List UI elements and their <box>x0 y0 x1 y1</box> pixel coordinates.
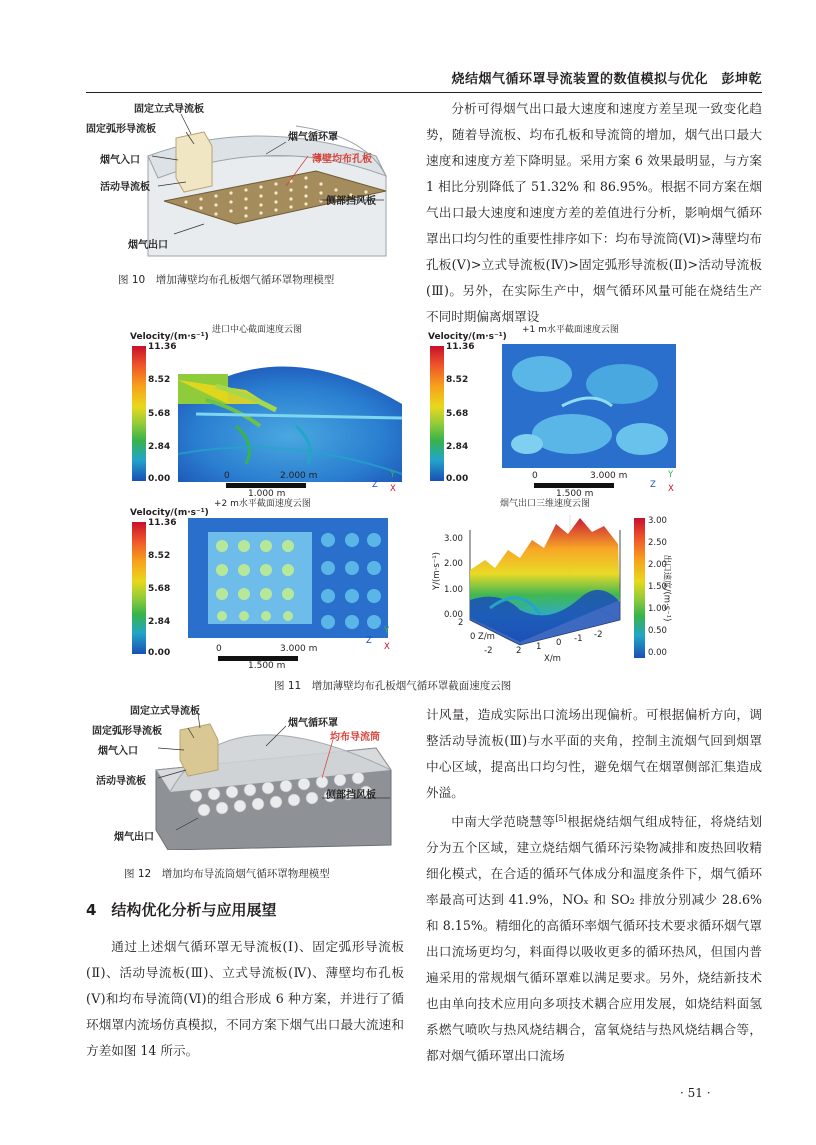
label-side-wall: 侧部挡风板 <box>326 790 376 801</box>
axis-indicator: Z <box>372 480 378 490</box>
inlet-section-contour <box>176 334 406 484</box>
z-tick: 0.00 <box>444 610 463 620</box>
page-number: · 51 · <box>680 1086 711 1100</box>
plus1m-contour <box>502 344 676 468</box>
paragraph: 计风量，造成实际出口流场出现偏析。可根据偏析方向，调整活动导流板(Ⅲ)与水平面的夹角，控制主流烟气回到烟罩中心区域，提高出口均匀性，避免烟气在烟罩侧部汇集造成外溢。 <box>426 707 762 800</box>
text-run: 根据烧结烟气组成特征，将烧结划分为五个区域，建立烧结烟气循环污染物减排和废热回收精细化模式，在合适的循环气体成分和温度条件下，烟气循环率最高可达到 41.9%，NOₓ 和 SO₂ 排放分别减少 28.6% 和 8.15%。精细化的高循环率烟气循环技术要求循环烟气罩出口流场更均匀，料面得以吸收更多的循环热风，但国内普遍采用的常规烟气循环罩难以满足要求。另外，烧结新技术也由单向技术应用向多项技术耦合应用发展，如烧结料面氢系燃气喷吹与热风烧结耦合，富氧烧结与热风烧结耦合等，都对烟气循环罩出口流场 <box>426 814 763 1064</box>
axis-indicator: X <box>384 642 390 652</box>
right-bottom-text <box>426 702 762 1069</box>
scale-bar <box>226 483 306 488</box>
colorbar-tick: 1.00 <box>648 604 667 614</box>
axis-indicator: X <box>390 484 396 494</box>
colorbar-title: Velocity/(m·s⁻¹) <box>428 332 507 342</box>
colorbar-tick: 0.00 <box>148 474 171 484</box>
colorbar-tick: 0.00 <box>446 474 469 484</box>
colorbar-tick: 11.36 <box>148 518 177 528</box>
axis-indicator: Y <box>384 626 390 636</box>
z-tick: 2.00 <box>444 559 463 569</box>
outlet-velocity-colorbar <box>634 518 645 658</box>
scale-label: 2.000 m <box>280 471 318 481</box>
z-tick: 1.00 <box>444 585 463 595</box>
running-title: 烧结烟气循环罩导流装置的数值模拟与优化 彭坤乾 <box>451 72 762 87</box>
label-fixed-arc: 固定弧形导流板 <box>86 124 156 135</box>
scale-label: 3.000 m <box>280 644 318 654</box>
axis-indicator: Y <box>668 470 674 480</box>
header-rule <box>86 92 762 93</box>
x-axis-tick: -2 <box>594 630 603 640</box>
panel-title: 烟气出口三维速度云图 <box>500 499 591 509</box>
z-tick: 3.00 <box>444 534 463 544</box>
colorbar-tick: 5.68 <box>148 584 171 594</box>
label-outlet: 烟气出口 <box>128 240 168 251</box>
velocity-colorbar <box>132 522 146 654</box>
x-axis-tick: 0 <box>556 638 562 648</box>
fig11-panel-inlet-section <box>126 322 406 502</box>
colorbar-tick: 2.00 <box>648 560 667 570</box>
colorbar-tick: 8.52 <box>446 375 469 385</box>
scale-label: 0 <box>224 471 230 481</box>
colorbar-tick: 0.50 <box>648 626 667 636</box>
panel-title: +2 m水平截面速度云图 <box>214 499 311 509</box>
colorbar-tick: 2.50 <box>648 538 667 548</box>
colorbar-title: Velocity/(m·s⁻¹) <box>130 508 209 518</box>
label-perforated-plate: 薄壁均布孔板 <box>312 154 372 165</box>
colorbar-label: 出口速度/(m·s⁻¹) <box>661 554 672 622</box>
velocity-colorbar <box>132 346 146 481</box>
figure-12-caption: 图 12 增加均布导流筒烟气循环罩物理模型 <box>124 868 330 880</box>
colorbar-title: Velocity/(m·s⁻¹) <box>130 332 209 342</box>
z-axis-tick: 0 <box>470 632 476 642</box>
section-4-title: 4 结构优化分析与应用展望 <box>86 901 277 919</box>
axis-indicator: X <box>668 484 674 494</box>
label-outlet: 烟气出口 <box>114 832 154 843</box>
panel-title: 进口中心截面速度云图 <box>212 325 303 335</box>
x-axis-label: X/m <box>544 654 561 664</box>
colorbar-tick: 2.84 <box>446 442 469 452</box>
right-top-text <box>426 96 762 330</box>
scale-bar <box>534 483 614 488</box>
plus2m-contour <box>188 518 388 638</box>
colorbar-tick: 8.52 <box>148 551 171 561</box>
label-fixed-vertical: 固定立式导流板 <box>134 104 204 115</box>
label-tubes: 均布导流筒 <box>330 732 380 743</box>
colorbar-tick: 2.84 <box>148 617 171 627</box>
velocity-colorbar <box>430 346 444 481</box>
colorbar-tick: 2.84 <box>148 442 171 452</box>
label-fixed-vertical: 固定立式导流板 <box>130 706 200 717</box>
label-inlet: 烟气入口 <box>98 746 138 757</box>
label-side-wall: 侧部挡风板 <box>326 196 376 207</box>
figure-11-caption: 图 11 增加薄壁均布孔板烟气循环罩截面速度云图 <box>274 680 512 692</box>
label-movable: 活动导流板 <box>100 182 150 193</box>
colorbar-tick: 0.00 <box>648 648 667 658</box>
scale-label: 1.500 m <box>248 661 286 671</box>
paragraph <box>426 806 762 1069</box>
colorbar-tick: 11.36 <box>148 342 177 352</box>
z-axis-tick: 2 <box>458 618 464 628</box>
paragraph: 分析可得烟气出口最大速度和速度方差呈现一致变化趋势，随着导流板、均布孔板和导流筒的增加，烟气出口最大速度和速度方差下降明显。采用方案 6 效果最明显，与方案 1 相比分别降低了 51.32% 和 86.95%。根据不同方案在烟气出口最大速度和速度方差的差值进行分析，影响烟气循环罩出口均匀性的重要性排序如下：均布导流筒(Ⅵ)>薄壁均布孔板(Ⅴ)>立式导流板(Ⅳ)>固定弧形导流板(Ⅱ)>活动导流板(Ⅲ)。另外，在实际生产中，烟气循环风量可能在烧结生产不同时期偏离烟罩设 <box>426 101 762 324</box>
scale-label: 1.500 m <box>556 489 594 499</box>
paragraph: 通过上述烟气循环罩无导流板(Ⅰ)、固定弧形导流板(Ⅱ)、活动导流板(Ⅲ)、立式导流板(Ⅳ)、薄壁均布孔板(Ⅴ)和均布导流筒(Ⅵ)的组合形成 6 种方案，并进行了循环烟罩内流场仿真模拟，不同方案下烟气出口最大流速和方差如图 14 所示。 <box>86 939 404 1058</box>
text-run: 中南大学范晓慧等 <box>451 814 556 830</box>
x-axis-tick: -1 <box>574 634 583 644</box>
axis-indicator: Z <box>650 480 656 490</box>
scale-label: 3.000 m <box>590 471 628 481</box>
x-axis-tick: 1 <box>536 642 542 652</box>
axis-indicator: Z <box>366 636 372 646</box>
z-axis-label: Z/m <box>478 632 495 642</box>
scale-label: 0 <box>532 471 538 481</box>
fig11-panel-plus2m <box>126 496 406 671</box>
label-fixed-arc: 固定弧形导流板 <box>92 726 162 737</box>
figure-12 <box>86 700 416 850</box>
label-hood: 烟气循环罩 <box>288 718 338 729</box>
colorbar-tick: 5.68 <box>446 409 469 419</box>
label-hood: 烟气循环罩 <box>288 132 338 143</box>
colorbar-tick: 8.52 <box>148 375 171 385</box>
label-movable: 活动导流板 <box>96 776 146 787</box>
figure-10 <box>86 96 416 296</box>
colorbar-tick: 3.00 <box>648 516 667 526</box>
colorbar-tick: 11.36 <box>446 342 475 352</box>
scale-label: 0 <box>216 644 222 654</box>
colorbar-tick: 0.00 <box>148 648 171 658</box>
colorbar-tick: 5.68 <box>148 409 171 419</box>
section-4-text <box>86 934 404 1064</box>
axis-indicator: Y <box>390 470 396 480</box>
z-axis-tick: -2 <box>484 646 493 656</box>
colorbar-tick: 1.50 <box>648 582 667 592</box>
y-axis-label: Y/(m·s⁻¹) <box>432 552 442 590</box>
fig11-panel-outlet-3d <box>426 496 692 676</box>
panel-title: +1 m水平截面速度云图 <box>522 325 619 335</box>
figure-10-caption: 图 10 增加薄壁均布孔板烟气循环罩物理模型 <box>118 274 335 286</box>
label-inlet: 烟气入口 <box>100 155 140 166</box>
x-axis-tick: 2 <box>516 646 522 656</box>
scale-label: 1.000 m <box>248 489 286 499</box>
citation[interactable]: [5] <box>555 814 567 823</box>
fig11-panel-plus1m <box>424 322 686 502</box>
